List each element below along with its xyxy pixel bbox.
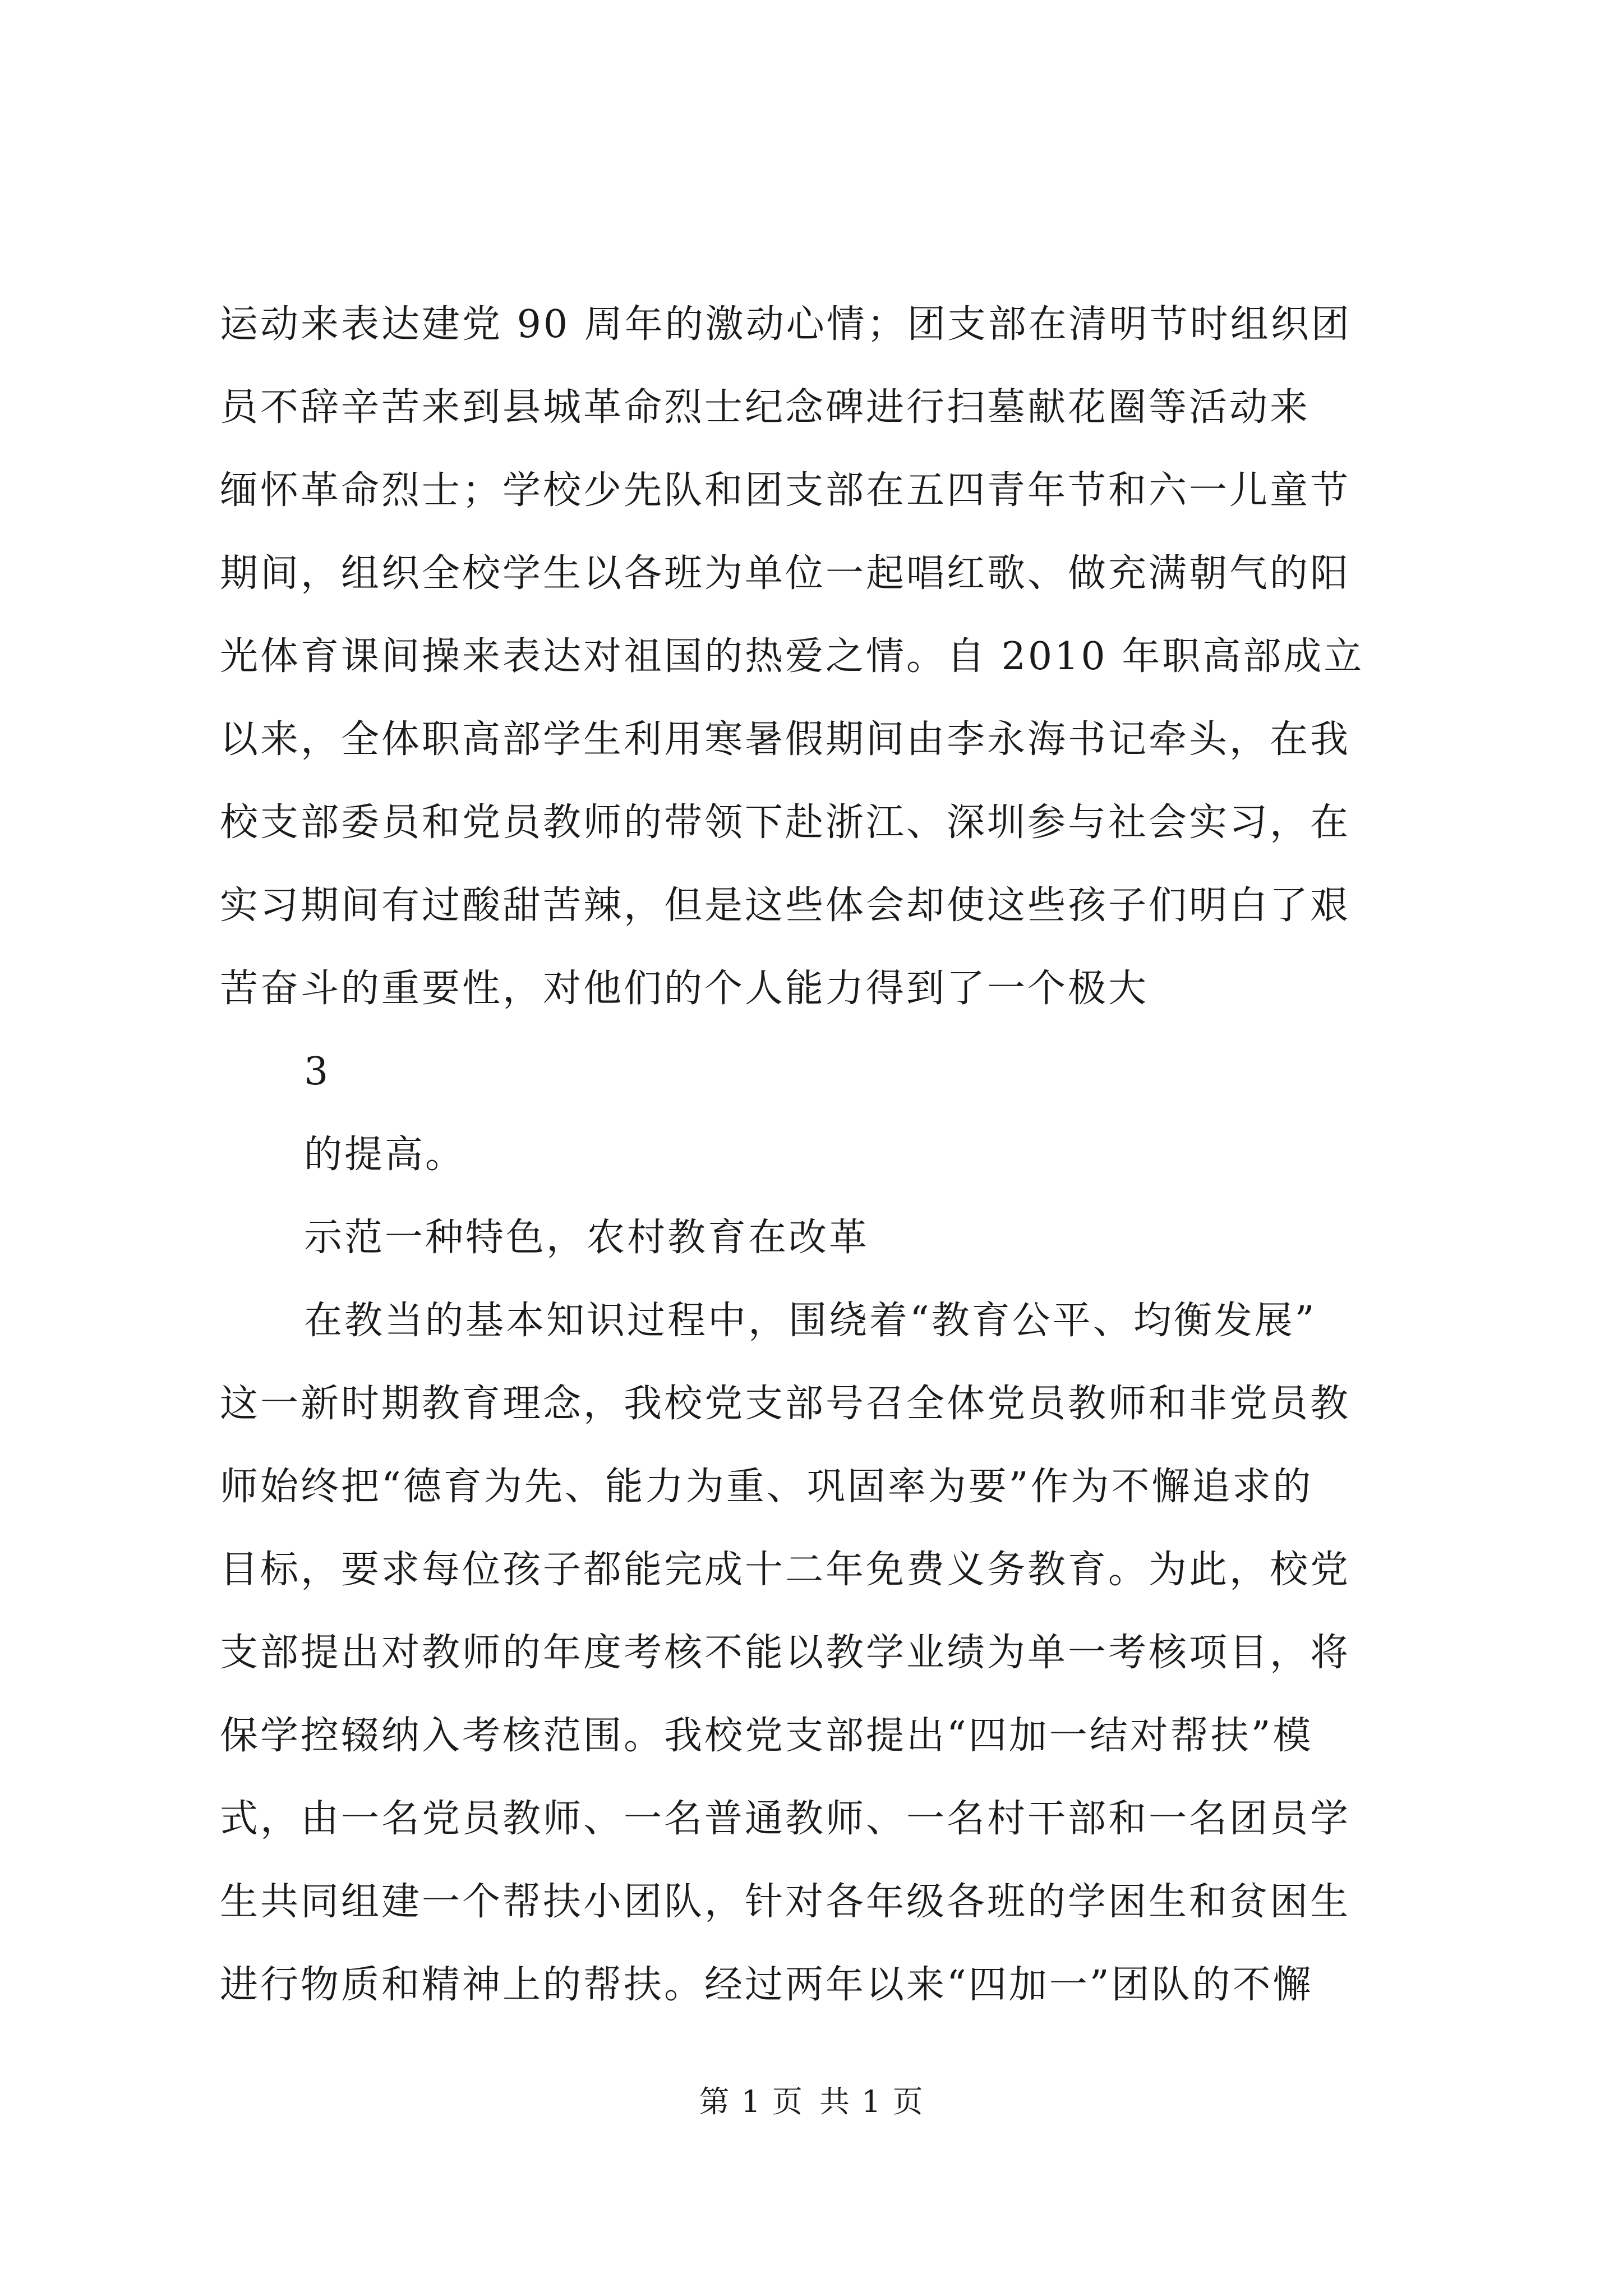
body-line: 期间，组织全校学生以各班为单位一起唱红歌、做充满朝气的阳 xyxy=(220,551,1351,596)
inline-page-number: 3 xyxy=(304,1050,331,1094)
body-line: 师始终把“德育为先、能力为重、巩固率为要”作为不懈追求的 xyxy=(220,1465,1313,1509)
body-line: 式，由一名党员教师、一名普通教师、一名村干部和一名团员学 xyxy=(220,1797,1351,1841)
body-line: 缅怀革命烈士；学校少先队和团支部在五四青年节和六一儿童节 xyxy=(220,468,1351,513)
page-footer xyxy=(0,2082,1623,2122)
section-heading: 示范一种特色，农村教育在改革 xyxy=(304,1216,870,1260)
footer-total-label: 共 1 页 xyxy=(819,2084,924,2119)
body-line: 光体育课间操来表达对祖国的热爱之情。自 2010 年职高部成立 xyxy=(220,634,1364,679)
continuation-line: 的提高。 xyxy=(304,1133,466,1177)
body-line: 这一新时期教育理念，我校党支部号召全体党员教师和非党员教 xyxy=(220,1382,1351,1426)
body-line: 实习期间有过酸甜苦辣，但是这些体会却使这些孩子们明白了艰 xyxy=(220,884,1351,928)
body-line: 校支部委员和党员教师的带领下赴浙江、深圳参与社会实习，在 xyxy=(220,800,1351,845)
body-line: 员不辞辛苦来到县城革命烈士纪念碑进行扫墓献花圈等活动来 xyxy=(220,385,1311,430)
body-line: 生共同组建一个帮扶小团队，针对各年级各班的学困生和贫困生 xyxy=(220,1880,1351,1924)
body-line: 以来，全体职高部学生利用寒暑假期间由李永海书记牵头，在我 xyxy=(220,717,1351,762)
body-line: 支部提出对教师的年度考核不能以教学业绩为单一考核项目，将 xyxy=(220,1631,1351,1675)
body-line: 目标，要求每位孩子都能完成十二年免费义务教育。为此，校党 xyxy=(220,1548,1351,1592)
body-line: 运动来表达建党 90 周年的激动心情；团支部在清明节时组织团 xyxy=(220,302,1352,347)
paragraph-first-line: 在教当的基本知识过程中，围绕着“教育公平、均衡发展” xyxy=(304,1299,1317,1343)
document-body xyxy=(220,283,1426,2027)
body-line: 进行物质和精神上的帮扶。经过两年以来“四加一”团队的不懈 xyxy=(220,1963,1313,2007)
body-line: 苦奋斗的重要性，对他们的个人能力得到了一个极大 xyxy=(220,967,1149,1011)
footer-page-label: 第 1 页 xyxy=(699,2084,804,2119)
body-line: 保学控辍纳入考核范围。我校党支部提出“四加一结对帮扶”模 xyxy=(220,1714,1313,1758)
